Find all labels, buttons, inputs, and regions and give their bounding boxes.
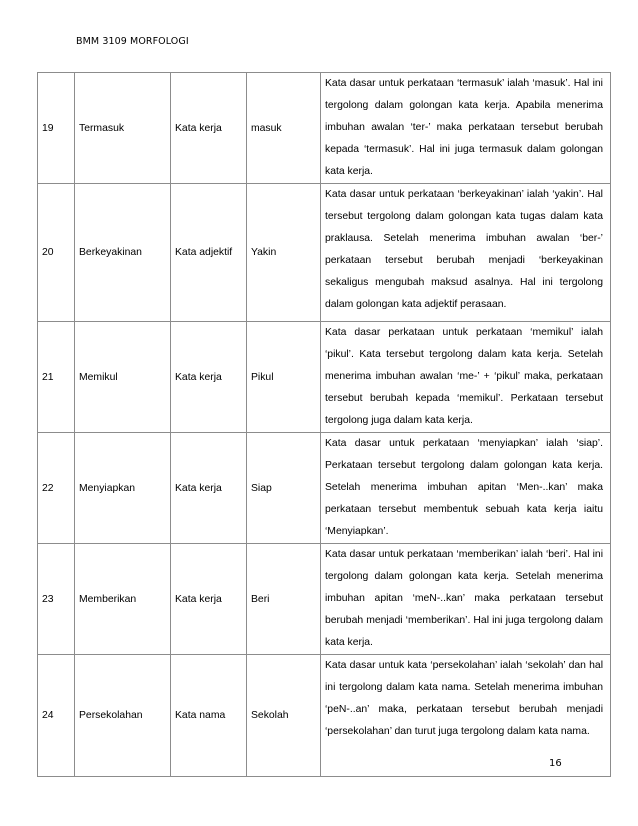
root-word-cell: Siap — [247, 433, 321, 544]
root-word-cell: Pikul — [247, 322, 321, 433]
table-row — [38, 73, 611, 184]
row-number: 21 — [38, 322, 75, 433]
row-number: 22 — [38, 433, 75, 544]
category-cell: Kata kerja — [171, 322, 247, 433]
category-cell: Kata nama — [171, 655, 247, 777]
root-word-cell: Sekolah — [247, 655, 321, 777]
explanation-cell: Kata dasar untuk perkataan ‘berkeyakinan’ ialah ‘yakin’. Hal tersebut tergolong dalam golongan kata tugas dalam kata praklausa. Setelah menerima imbuhan awalan ‘ber-’ perkataan tersebut berubah menjadi ‘berkeyakinan sekaligus mengubah maksud asalnya. Hal ini tergolong dalam golongan kata adjektif perasaan. — [321, 184, 611, 322]
root-word-cell: masuk — [247, 73, 321, 184]
row-number: 19 — [38, 73, 75, 184]
explanation-cell: Kata dasar untuk perkataan ‘memberikan’ ialah ‘beri’. Hal ini tergolong dalam golongan kata kerja. Setelah menerima imbuhan apitan ‘meN-..kan’ maka perkataan tersebut berubah menjadi ‘memberikan’. Hal ini juga tergolong dalam kata kerja. — [321, 544, 611, 655]
page-header: BMM 3109 MORFOLOGI — [76, 36, 189, 47]
word-cell: Termasuk — [75, 73, 171, 184]
row-number: 20 — [38, 184, 75, 322]
root-word-cell: Beri — [247, 544, 321, 655]
category-cell: Kata kerja — [171, 73, 247, 184]
word-analysis-table — [37, 72, 611, 777]
word-cell: Persekolahan — [75, 655, 171, 777]
root-word-cell: Yakin — [247, 184, 321, 322]
table-row — [38, 655, 611, 777]
table-row — [38, 433, 611, 544]
word-cell: Memberikan — [75, 544, 171, 655]
category-cell: Kata adjektif — [171, 184, 247, 322]
word-cell: Menyiapkan — [75, 433, 171, 544]
category-cell: Kata kerja — [171, 433, 247, 544]
word-cell: Memikul — [75, 322, 171, 433]
explanation-cell: Kata dasar untuk perkataan ‘termasuk’ ialah ‘masuk’. Hal ini tergolong dalam golongan kata kerja. Apabila menerima imbuhan awalan ‘ter-’ maka perkataan tersebut berubah kepada ‘termasuk’. Hal ini juga termasuk dalam golongan kata kerja. — [321, 73, 611, 184]
word-cell: Berkeyakinan — [75, 184, 171, 322]
table-row — [38, 184, 611, 322]
page-number: 16 — [549, 758, 562, 769]
table-row — [38, 544, 611, 655]
table-row — [38, 322, 611, 433]
row-number: 23 — [38, 544, 75, 655]
category-cell: Kata kerja — [171, 544, 247, 655]
explanation-cell: Kata dasar untuk perkataan ‘menyiapkan’ ialah ‘siap’. Perkataan tersebut tergolong dalam golongan kata kerja. Setelah menerima imbuhan apitan ‘Men-..kan’ maka perkataan tersebut membentuk sebuah kata kerja iaitu ‘Menyiapkan’. — [321, 433, 611, 544]
row-number: 24 — [38, 655, 75, 777]
explanation-cell: Kata dasar untuk kata ‘persekolahan’ ialah ‘sekolah’ dan hal ini tergolong dalam kata nama. Setelah menerima imbuhan ‘peN-..an’ maka, perkataan tersebut berubah menjadi ‘persekolahan’ dan turut juga tergolong dalam kata nama. — [321, 655, 611, 777]
explanation-cell: Kata dasar perkataan untuk perkataan ‘memikul’ ialah ‘pikul’. Kata tersebut tergolong dalam kata kerja. Setelah menerima imbuhan awalan ‘me-’ + ‘pikul’ maka, perkataan tersebut berubah kepada ‘memikul’. Perkataan tersebut tergolong juga dalam kata kerja. — [321, 322, 611, 433]
